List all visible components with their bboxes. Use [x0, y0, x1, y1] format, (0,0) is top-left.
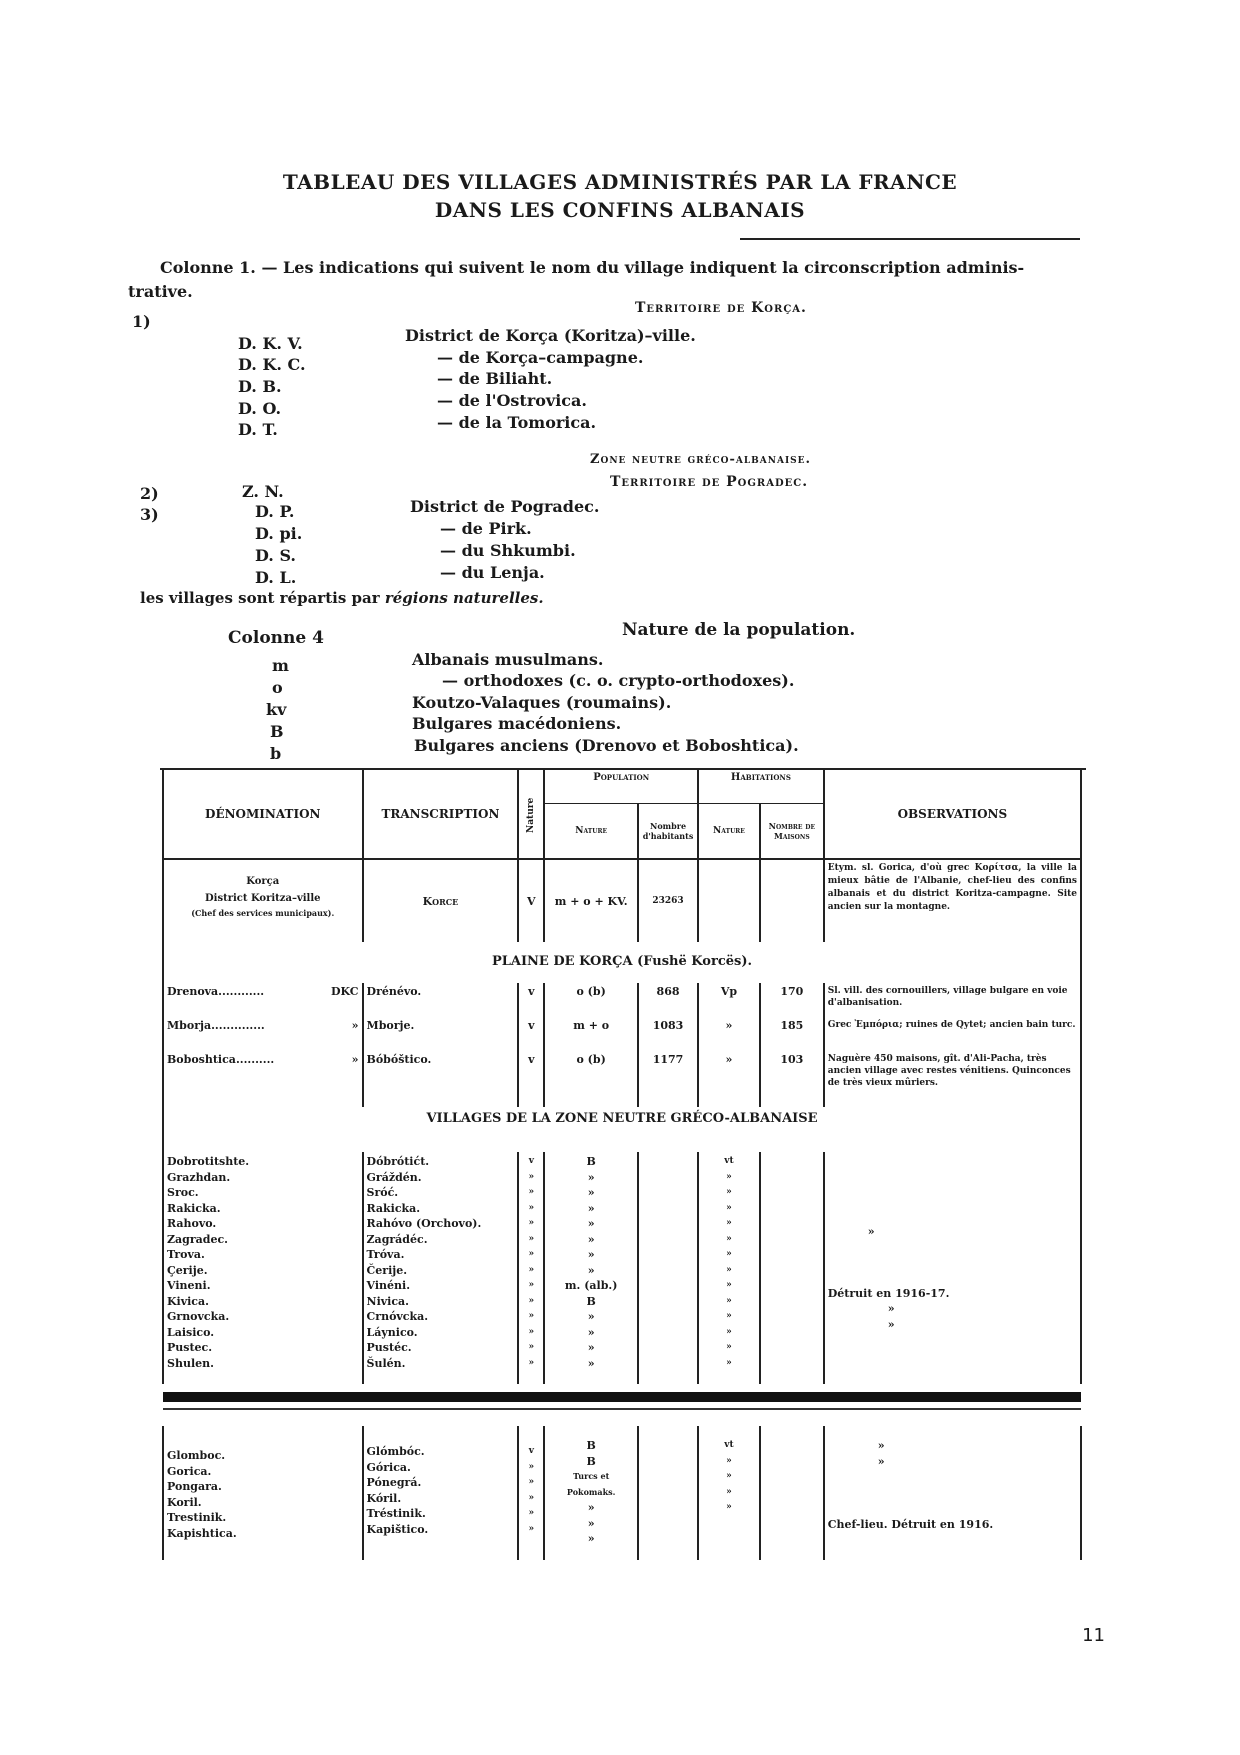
- nat-code-B: B: [270, 722, 284, 741]
- villages-table: [162, 770, 1082, 1560]
- list-item: Kóril.: [366, 1491, 402, 1505]
- last-nature: v » » » » »: [518, 1426, 544, 1560]
- list-item: Kapištico.: [366, 1522, 429, 1536]
- table-row-korca: [163, 859, 1081, 942]
- list-item: Zagradec.: [167, 1232, 228, 1246]
- list-item: Pustec.: [167, 1341, 213, 1354]
- zone-pop-nature: B » » » » » » » m. (alb.) B » » » »: [544, 1152, 638, 1384]
- list-item: Trestinik.: [167, 1511, 227, 1524]
- list-item: Trova.: [167, 1248, 205, 1261]
- code-ds: D. S.: [255, 546, 296, 565]
- list-item: Kapishtica.: [167, 1526, 237, 1540]
- list-item: Grazhdan.: [167, 1170, 231, 1184]
- list-item: Sróć.: [366, 1186, 399, 1199]
- list-item: Pongara.: [167, 1480, 222, 1493]
- korca-denomination: Korça District Koritza–ville (Chef des services municipaux).: [163, 859, 363, 942]
- list-item: Laisico.: [167, 1325, 215, 1339]
- last-transcriptions: [363, 1426, 519, 1560]
- list-item: Čerije.: [366, 1263, 408, 1277]
- row-circ: »: [351, 1053, 359, 1066]
- colonne4-heading: Nature de la population.: [622, 620, 856, 640]
- section-marker-1: 1): [132, 312, 151, 331]
- code-dkc: D. K. C.: [238, 355, 306, 374]
- row-circ: DKC: [330, 985, 359, 998]
- nat-text-kv: Koutzo-Valaques (roumains).: [412, 693, 672, 712]
- zone-villages-group: [163, 1152, 1081, 1384]
- row-pop-nature: o (b): [544, 983, 638, 1017]
- list-item: Rahóvo (Orchovo).: [366, 1217, 482, 1230]
- nat-code-b: b: [270, 744, 282, 763]
- header-denomination: DÉNOMINATION: [163, 770, 363, 859]
- last-hab-nature: vt » » » »: [698, 1426, 760, 1560]
- zone-villages-heading: VILLAGES DE LA ZONE NEUTRE GRÉCO-ALBANAISE: [163, 1107, 1081, 1152]
- code-dkv: D. K. V.: [238, 334, 303, 353]
- row-hab-nature: »: [698, 1017, 760, 1051]
- regions-note: les villages sont répartis par régions naturelles.: [140, 589, 544, 607]
- nat-text-m: Albanais musulmans.: [412, 650, 604, 669]
- list-item: Crnóvcka.: [366, 1310, 429, 1323]
- list-item: Shulen.: [167, 1356, 214, 1370]
- text-dkv: District de Korça (Koritza)–ville.: [405, 326, 696, 345]
- territory-pogradec-heading: Territoire de Pogradec.: [610, 474, 809, 490]
- list-item: Gráždén.: [366, 1170, 422, 1184]
- text-dkc: — de Korça–campagne.: [437, 348, 644, 367]
- code-dt: D. T.: [238, 420, 278, 439]
- header-nature: Nature: [518, 770, 544, 859]
- header-habitations: Habitations: [698, 770, 824, 804]
- korca-observations: Etym. sl. Gorica, d'où grec Κορίτσα, la ville la mieux bâtie de l'Albanie, chef-lieu des confins albanais et du district Koritza-campagne. Site ancien sur la montagne.: [824, 859, 1081, 942]
- header-population: Population: [544, 770, 698, 804]
- list-item: Çerije.: [167, 1263, 208, 1277]
- list-item: Rahovo.: [167, 1217, 217, 1230]
- header-pop-nature: Nature: [544, 804, 638, 859]
- territory-korca-heading: Territoire de Korça.: [635, 300, 807, 316]
- section-divider: [163, 1384, 1081, 1426]
- header-hab-nature: Nature: [698, 804, 760, 859]
- table-header: [163, 770, 1081, 804]
- nat-code-m: m: [272, 656, 289, 675]
- zone-neutre-heading: Zone neutre gréco-albanaise.: [590, 452, 812, 467]
- list-item: Glomboc.: [167, 1449, 226, 1462]
- list-item: Grnovcka.: [167, 1310, 230, 1323]
- last-villages-group: [163, 1426, 1081, 1560]
- code-dpi: D. pi.: [255, 524, 303, 543]
- section-marker-2: 2): [140, 484, 159, 503]
- page-subtitle: DANS LES CONFINS ALBANAIS: [434, 198, 806, 222]
- plaine-heading: PLAINE DE KORÇA (Fushë Korcës).: [163, 942, 1081, 983]
- code-do: D. O.: [238, 399, 282, 418]
- zone-nature: v » » » » » » » » » » » » »: [518, 1152, 544, 1384]
- last-observations: » » Chef-lieu. Détruit en 1916.: [824, 1426, 1081, 1560]
- text-ds: — du Shkumbi.: [440, 541, 576, 560]
- row-transcription: Drénévo.: [363, 983, 519, 1017]
- nat-code-kv: kv: [266, 700, 287, 719]
- row-nature: v: [518, 1017, 544, 1051]
- list-item: Pónegrá.: [366, 1476, 422, 1489]
- list-item: Šulén.: [366, 1356, 406, 1370]
- section-marker-3: 3): [140, 505, 159, 524]
- row-name: Boboshtica..........: [167, 1053, 275, 1066]
- code-dl: D. L.: [255, 568, 297, 587]
- list-item: Kivica.: [167, 1294, 209, 1308]
- korca-transcription: Korce: [363, 859, 519, 942]
- row-name: Mborja..............: [167, 1019, 265, 1032]
- page-title: TABLEAU DES VILLAGES ADMINISTRÉS PAR LA FRANCE: [282, 170, 958, 194]
- row-circ: »: [351, 1019, 359, 1032]
- list-item: Pustéc.: [366, 1341, 412, 1354]
- colonne1-intro2: trative.: [128, 282, 193, 301]
- list-item: Glómbóc.: [366, 1445, 425, 1458]
- row-observations: Grec Ἐμπόρια; ruines de Qytet; ancien bain turc.: [824, 1017, 1081, 1051]
- list-item: Rakicka.: [366, 1201, 421, 1215]
- nat-text-o: — orthodoxes (c. o. crypto-orthodoxes).: [442, 671, 795, 690]
- list-item: Vineni.: [167, 1279, 211, 1292]
- row-transcription: Mborje.: [363, 1017, 519, 1051]
- row-hab-nombre: 103: [760, 1051, 824, 1107]
- code-dp: D. P.: [255, 502, 295, 521]
- row-pop-nombre: 868: [638, 983, 698, 1017]
- colonne1-intro: Colonne 1. — Les indications qui suivent le nom du village indiquent la circonscription adminis-: [160, 258, 1025, 277]
- row-pop-nature: o (b): [544, 1051, 638, 1107]
- row-transcription: Bóbóštico.: [363, 1051, 519, 1107]
- list-item: Zagrádéc.: [366, 1232, 428, 1246]
- header-pop-nombre: Nombre d'habitants: [638, 804, 698, 859]
- list-item: Tréstinik.: [366, 1507, 426, 1520]
- korca-pop-nature: m + o + KV.: [544, 859, 638, 942]
- list-item: Gorica.: [167, 1464, 212, 1478]
- list-item: Nivica.: [366, 1294, 409, 1308]
- nat-code-o: o: [272, 678, 283, 697]
- list-item: Dobrotitshte.: [167, 1155, 250, 1168]
- table-row: [163, 1051, 1081, 1107]
- list-item: Sroc.: [167, 1186, 199, 1199]
- row-pop-nombre: 1083: [638, 1017, 698, 1051]
- row-hab-nature: »: [698, 1051, 760, 1107]
- nat-text-b: Bulgares anciens (Drenovo et Boboshtica).: [414, 736, 799, 755]
- table-row: [163, 983, 1081, 1017]
- nat-text-B: Bulgares macédoniens.: [412, 714, 622, 733]
- list-item: Vinéni.: [366, 1279, 411, 1292]
- row-hab-nature: Vp: [698, 983, 760, 1017]
- last-names: [163, 1426, 363, 1560]
- row-nature: v: [518, 983, 544, 1017]
- row-pop-nombre: 1177: [638, 1051, 698, 1107]
- text-dpi: — de Pirk.: [440, 519, 532, 538]
- text-db: — de Biliaht.: [437, 369, 553, 388]
- list-item: Dóbrótićt.: [366, 1155, 430, 1168]
- page-number: 11: [1082, 1625, 1105, 1646]
- row-hab-nombre: 185: [760, 1017, 824, 1051]
- row-name: Drenova............: [167, 985, 265, 998]
- code-db: D. B.: [238, 377, 282, 396]
- colonne4-label: Colonne 4: [228, 628, 324, 648]
- list-item: Rakicka.: [167, 1201, 221, 1215]
- row-hab-nombre: 170: [760, 983, 824, 1017]
- last-pop-nature: B B Turcs et Pokomaks. » » »: [544, 1426, 638, 1560]
- text-dt: — de la Tomorica.: [437, 413, 597, 432]
- row-observations: Sl. vill. des cornouillers, village bulgare en voie d'albanisation.: [824, 983, 1081, 1017]
- text-dl: — du Lenja.: [440, 563, 545, 582]
- text-dp: District de Pogradec.: [410, 497, 600, 516]
- row-pop-nature: m + o: [544, 1017, 638, 1051]
- list-item: Láynico.: [366, 1325, 418, 1339]
- text-do: — de l'Ostrovica.: [437, 391, 587, 410]
- korca-pop-nombre: 23263: [638, 859, 698, 942]
- row-observations: Naguère 450 maisons, gît. d'Ali-Pacha, très ancien village avec restes vénitiens. Quinconces de très vieux mûriers.: [824, 1051, 1081, 1107]
- zone-observations: » Détruit en 1916-17. » »: [824, 1152, 1081, 1384]
- list-item: Koril.: [167, 1495, 202, 1509]
- zone-names: [163, 1152, 363, 1384]
- table-row: [163, 1017, 1081, 1051]
- title-rule: [740, 238, 1080, 240]
- zone-hab-nature: vt » » » » » » » » » » » » »: [698, 1152, 760, 1384]
- row-nature: v: [518, 1051, 544, 1107]
- header-transcription: TRANSCRIPTION: [363, 770, 519, 859]
- header-observations: OBSERVATIONS: [824, 770, 1081, 859]
- code-zn: Z. N.: [242, 482, 284, 501]
- list-item: Tróva.: [366, 1248, 405, 1261]
- korca-nature: V: [518, 859, 544, 942]
- header-hab-nombre: Nombre de Maisons: [760, 804, 824, 859]
- list-item: Górica.: [366, 1460, 411, 1474]
- zone-transcriptions: [363, 1152, 519, 1384]
